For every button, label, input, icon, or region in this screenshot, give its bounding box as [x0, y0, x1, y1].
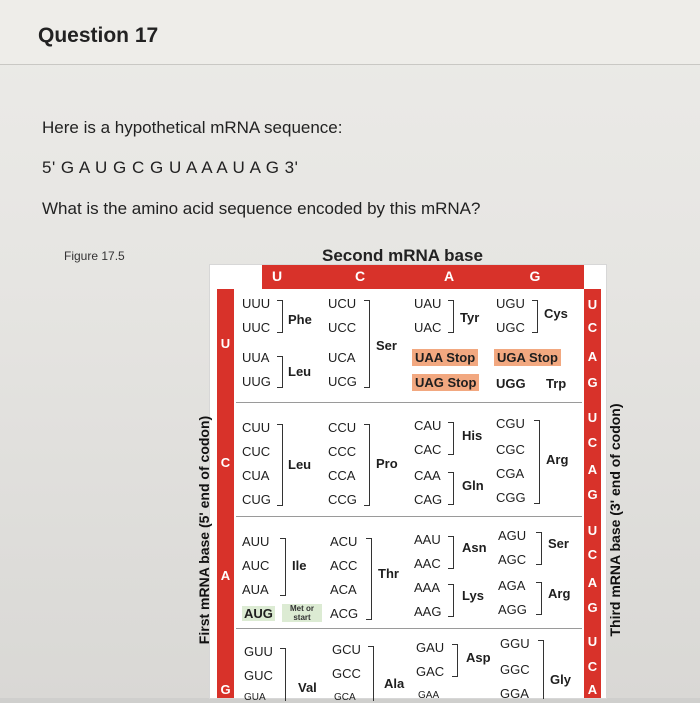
- codon: AAC: [414, 556, 441, 571]
- third-base: A: [587, 349, 598, 364]
- third-base: U: [587, 297, 598, 312]
- figure-label: Figure 17.5: [64, 249, 125, 263]
- bracket: [364, 300, 370, 388]
- first-base-c: C: [220, 455, 231, 470]
- bracket: [538, 640, 544, 699]
- codon: UUA: [242, 350, 270, 365]
- bracket: [448, 472, 454, 505]
- bracket: [536, 582, 542, 615]
- third-base: A: [587, 682, 598, 697]
- codon: UCC: [328, 320, 357, 335]
- amino-acid: Ser: [376, 338, 397, 353]
- question-title: Question 17: [38, 24, 159, 47]
- third-base: U: [587, 523, 598, 538]
- codon: AGG: [498, 602, 527, 617]
- third-base: A: [587, 462, 598, 477]
- stop-codon: UGA Stop: [494, 349, 561, 366]
- codon: CAU: [414, 418, 442, 433]
- third-base-axis-label: Third mRNA base (3' end of codon): [607, 403, 623, 637]
- codon: UAC: [414, 320, 442, 335]
- third-base: C: [587, 547, 598, 562]
- row-divider: [236, 516, 582, 517]
- third-base: U: [587, 634, 598, 649]
- stop-codon: UAA Stop: [412, 349, 478, 366]
- amino-acid: Thr: [378, 566, 399, 581]
- amino-acid: Arg: [546, 452, 569, 467]
- bracket: [277, 300, 283, 333]
- codon: AUC: [242, 558, 270, 573]
- met-start-label: Met or start: [282, 604, 322, 622]
- second-base-u: U: [271, 268, 283, 284]
- bracket: [277, 424, 283, 506]
- third-base: G: [587, 600, 598, 615]
- row-divider: [236, 628, 582, 629]
- amino-acid: Lys: [462, 588, 484, 603]
- codon: UUU: [242, 296, 271, 311]
- question-header: [0, 0, 700, 65]
- codon: UGG: [496, 376, 526, 391]
- codon: CUG: [242, 492, 271, 507]
- second-base-c: C: [354, 268, 366, 284]
- amino-acid: Ser: [548, 536, 569, 551]
- codon: CCC: [328, 444, 357, 459]
- amino-acid: Ile: [292, 558, 307, 573]
- codon: ACA: [330, 582, 357, 597]
- third-base: C: [587, 659, 598, 674]
- amino-acid: Pro: [376, 456, 398, 471]
- codon: ACC: [330, 558, 358, 573]
- codon: CUA: [242, 468, 270, 483]
- amino-acid: Leu: [288, 364, 312, 379]
- codon: GUA: [244, 692, 266, 703]
- third-base: G: [587, 487, 598, 502]
- codon: CCU: [328, 420, 357, 435]
- first-base-a: A: [220, 568, 231, 583]
- codon: UGC: [496, 320, 525, 335]
- amino-acid: Gln: [462, 478, 484, 493]
- codon: AUU: [242, 534, 270, 549]
- first-base-axis-label: First mRNA base (5' end of codon): [196, 415, 212, 645]
- codon: UCA: [328, 350, 356, 365]
- codon: AGU: [498, 528, 527, 543]
- first-base-u: U: [220, 336, 231, 351]
- codon: GCU: [332, 642, 361, 657]
- codon: CUC: [242, 444, 271, 459]
- amino-acid: Phe: [288, 312, 312, 327]
- codon: ACG: [330, 606, 359, 621]
- codon: AAA: [414, 580, 441, 595]
- codon: UUG: [242, 374, 271, 389]
- third-base: A: [587, 575, 598, 590]
- bracket: [277, 356, 283, 388]
- bracket: [448, 536, 454, 569]
- question-intro: Here is a hypothetical mRNA sequence:: [42, 118, 343, 137]
- second-base-bar: [262, 265, 584, 289]
- amino-acid: Asp: [466, 650, 491, 665]
- third-base: U: [587, 410, 598, 425]
- amino-acid: Val: [298, 680, 317, 695]
- codon: CCA: [328, 468, 356, 483]
- stop-codon: UAG Stop: [412, 374, 479, 391]
- codon: AAG: [414, 604, 442, 619]
- codon: CCG: [328, 492, 357, 507]
- codon: AAU: [414, 532, 441, 547]
- bracket: [280, 648, 286, 701]
- codon: GCC: [332, 666, 361, 681]
- codon: GAU: [416, 640, 445, 655]
- codon: CGG: [496, 490, 526, 505]
- codon: CAA: [414, 468, 441, 483]
- amino-acid: Leu: [288, 457, 312, 472]
- third-base: G: [587, 375, 598, 390]
- codon: GGC: [500, 662, 530, 677]
- mrna-sequence: 5' G A U G C G U A A A U A G 3': [42, 158, 299, 177]
- third-base: C: [587, 320, 598, 335]
- bracket: [448, 422, 454, 455]
- codon: ACU: [330, 534, 358, 549]
- codon: CGC: [496, 442, 525, 457]
- second-base-a: A: [443, 268, 455, 284]
- amino-acid: Gly: [550, 672, 571, 687]
- row-divider: [236, 402, 582, 403]
- codon: CGA: [496, 466, 525, 481]
- bracket: [280, 538, 286, 596]
- bracket: [448, 300, 454, 333]
- second-base-g: G: [529, 268, 541, 284]
- codon: AGA: [498, 578, 526, 593]
- codon: AGC: [498, 552, 527, 567]
- amino-acid: Tyr: [460, 310, 480, 325]
- amino-acid: Arg: [548, 586, 571, 601]
- codon: AUA: [242, 582, 269, 597]
- codon: UAU: [414, 296, 442, 311]
- codon: GUC: [244, 668, 273, 683]
- codon: GUU: [244, 644, 273, 659]
- amino-acid: His: [462, 428, 483, 443]
- codon: GCA: [334, 692, 356, 703]
- third-base-bar: [584, 289, 601, 698]
- amino-acid: Cys: [544, 306, 568, 321]
- bracket: [448, 584, 454, 617]
- start-codon: AUG: [244, 606, 273, 621]
- codon: GAC: [416, 664, 445, 679]
- bracket: [368, 646, 374, 701]
- codon: GAA: [418, 690, 440, 701]
- first-base-g: G: [220, 682, 231, 697]
- amino-acid: Asn: [462, 540, 487, 555]
- codon: UUC: [242, 320, 271, 335]
- amino-acid: Ala: [384, 676, 405, 691]
- codon: CUU: [242, 420, 271, 435]
- second-base-title: Second mRNA base: [322, 246, 483, 265]
- codon: UCG: [328, 374, 357, 389]
- bracket: [364, 424, 370, 506]
- question-ask: What is the amino acid sequence encoded by this mRNA?: [42, 199, 481, 218]
- codon: CGU: [496, 416, 525, 431]
- bracket: [366, 538, 372, 620]
- bracket: [536, 532, 542, 565]
- bracket: [534, 420, 540, 504]
- amino-acid: Trp: [546, 376, 567, 391]
- codon: UGU: [496, 296, 525, 311]
- third-base: C: [587, 435, 598, 450]
- first-base-bar: [217, 289, 234, 698]
- codon: CAC: [414, 442, 442, 457]
- codon: CAG: [414, 492, 443, 507]
- bracket: [452, 644, 458, 677]
- bracket: [532, 300, 538, 333]
- codon: GGU: [500, 636, 530, 651]
- codon: UCU: [328, 296, 357, 311]
- codon: GGA: [500, 686, 529, 701]
